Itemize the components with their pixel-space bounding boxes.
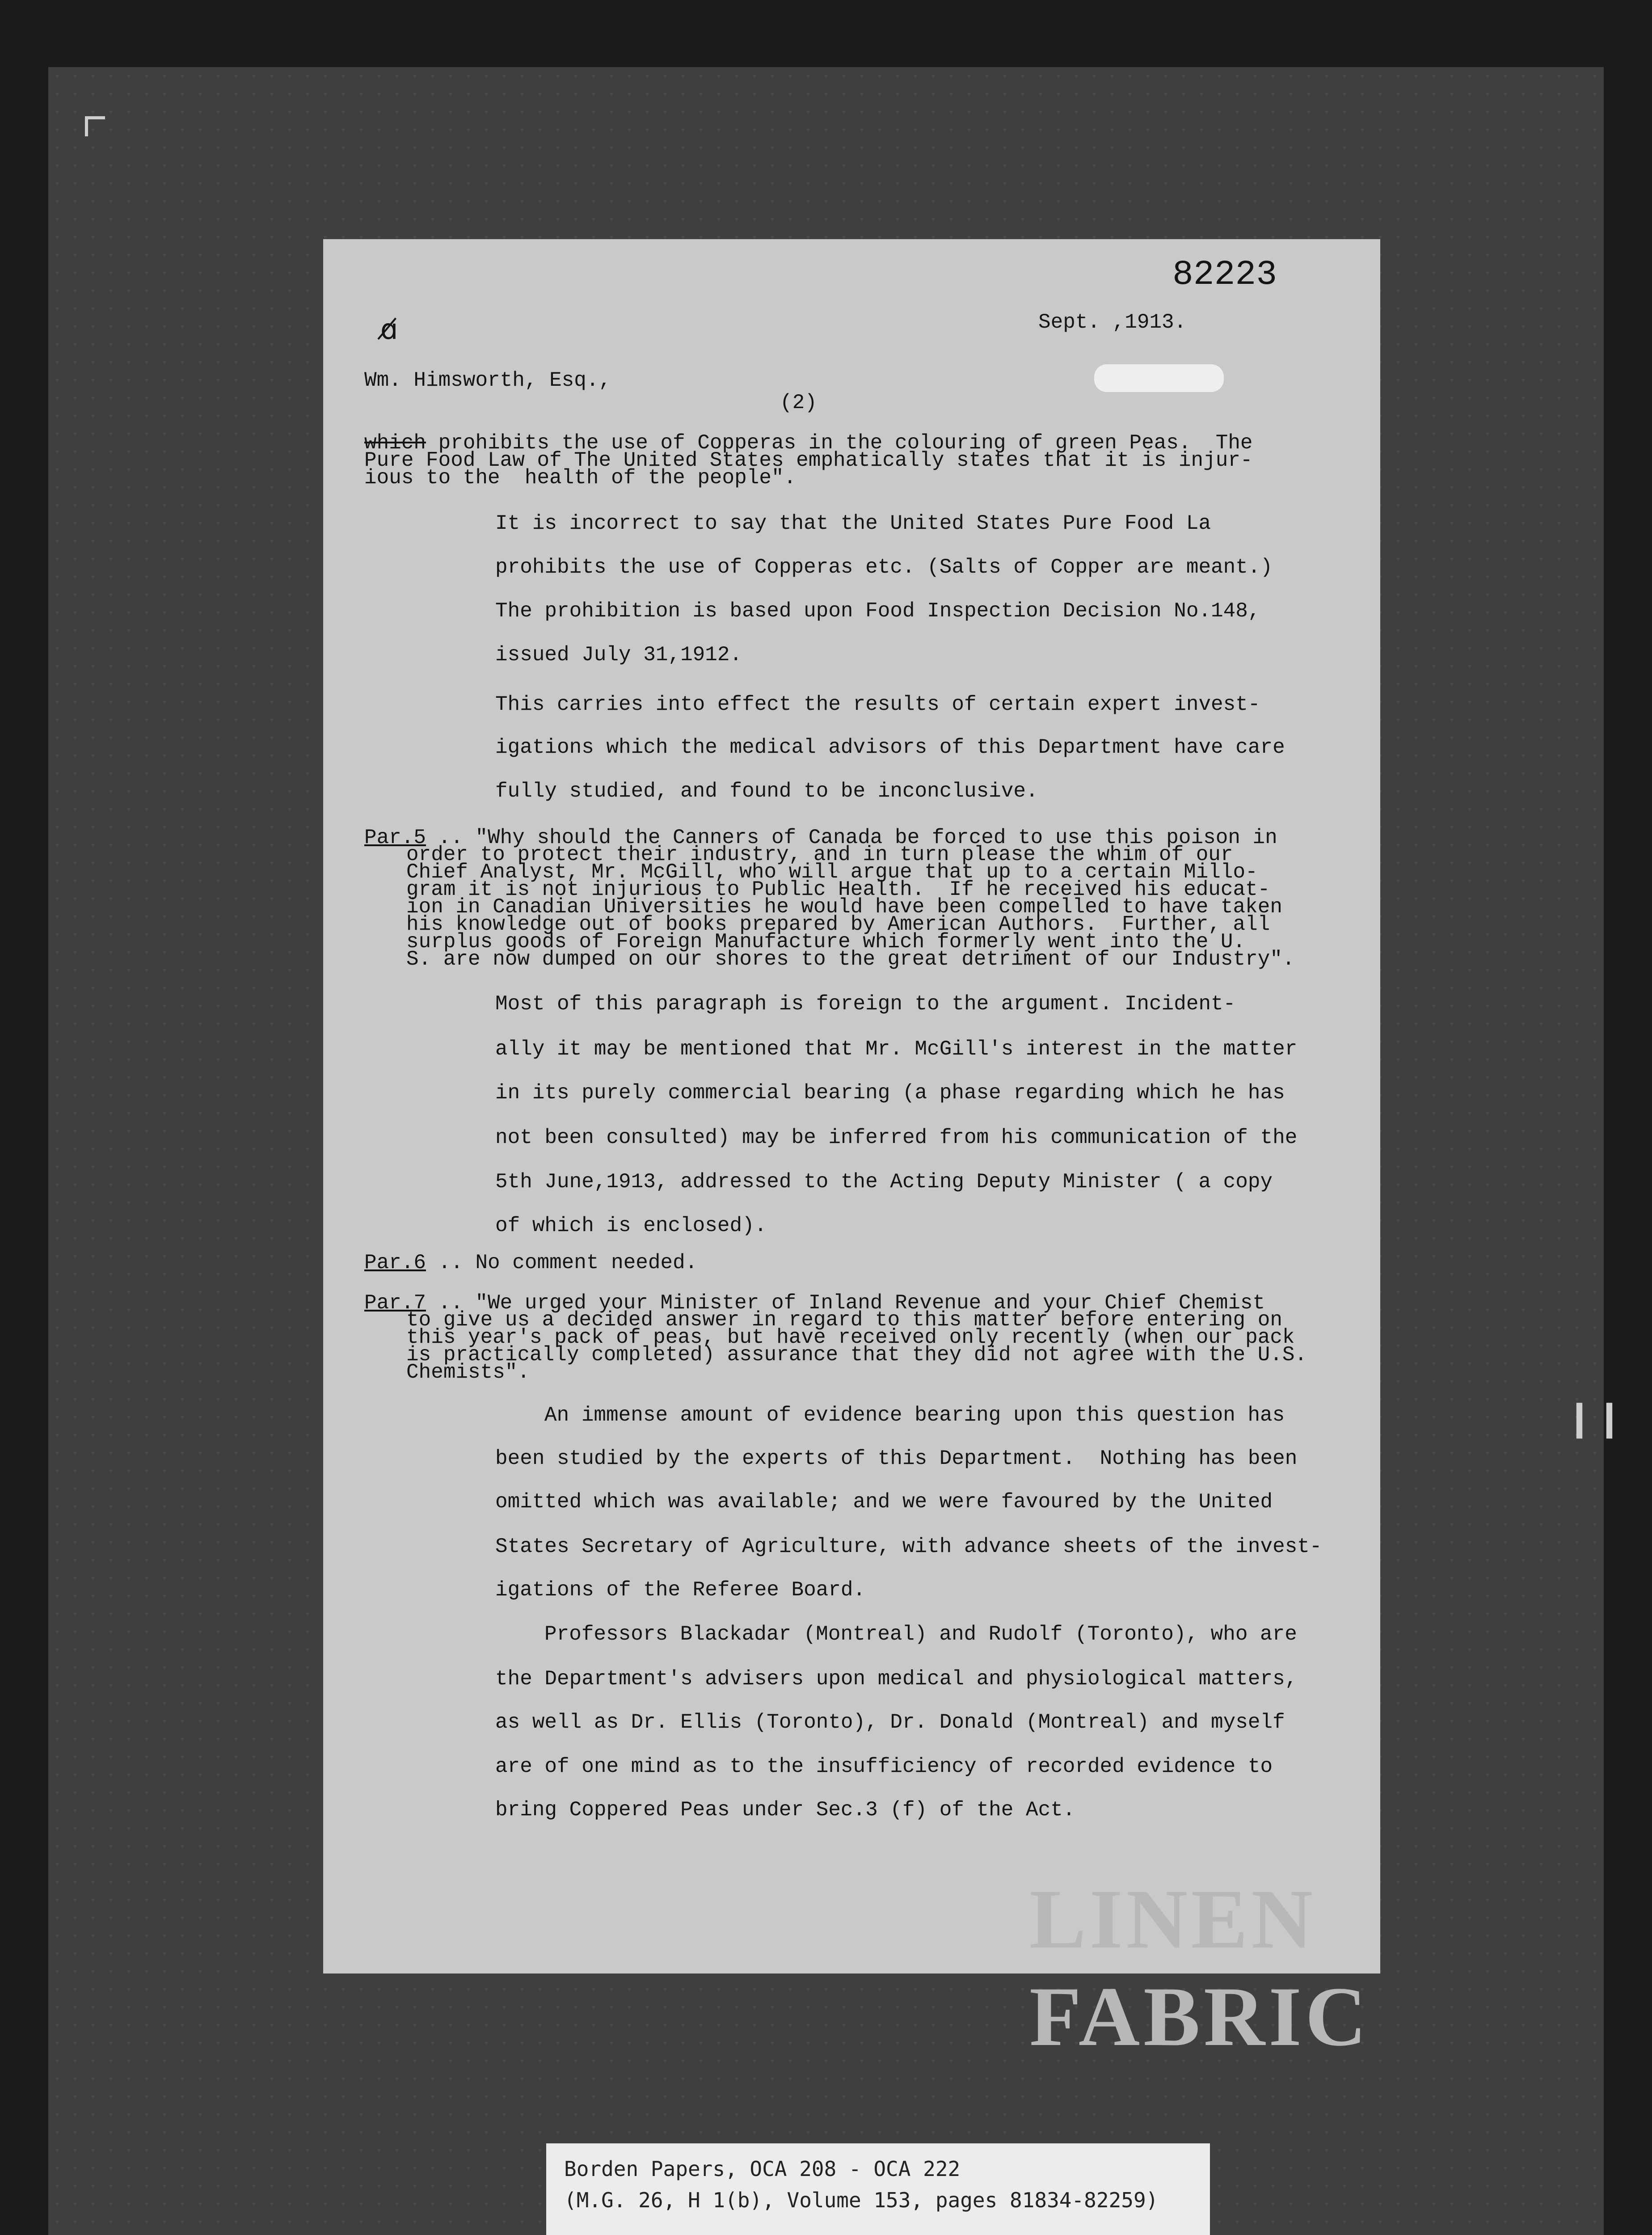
edge-tick-mark: ❙❙: [1564, 1400, 1625, 1441]
page-marker: (2): [780, 391, 817, 414]
line-text: omitted which was available; and we were favoured by the United: [495, 1490, 1273, 1514]
line-text: .. "We urged your Minister of Inland Revenue and your Chief Chemist: [426, 1291, 1265, 1315]
line-text: States Secretary of Agriculture, with advance sheets of the invest-: [495, 1535, 1322, 1558]
letter-line: [495, 1712, 1285, 1733]
letter-line: [495, 1756, 1273, 1778]
letter-line: [495, 644, 742, 666]
letter-line: [495, 780, 1038, 802]
line-text: the Department's advisers upon medical and physiological matters,: [495, 1667, 1298, 1691]
letter-line: [364, 1252, 697, 1274]
page-number: 82223: [1172, 255, 1277, 295]
struck-word: which: [364, 431, 426, 455]
line-text: surplus goods of Foreign Manufacture which formerly went into the U.: [406, 930, 1246, 953]
line-text: fully studied, and found to be inconclusive.: [495, 780, 1038, 803]
line-text: Pure Food Law of The United States emphatically states that it is injur-: [364, 449, 1253, 472]
line-text: ally it may be mentioned that Mr. McGill's interest in the matter: [495, 1037, 1298, 1061]
letter-line: [495, 1491, 1273, 1513]
line-text: gram it is not injurious to Public Health. If he received his educat-: [406, 878, 1270, 901]
line-text: this year's pack of peas, but have received only recently (when our pack: [406, 1326, 1295, 1349]
letter-line: [495, 1082, 1285, 1104]
paragraph-label: Par.7: [364, 1291, 426, 1315]
letter-line: [495, 694, 1260, 716]
line-text: Most of this paragraph is foreign to the argument. Incident-: [495, 992, 1236, 1016]
salutation: Wm. Himsworth, Esq.,: [364, 369, 611, 392]
line-text: as well as Dr. Ellis (Toronto), Dr. Donald (Montreal) and myself: [495, 1711, 1285, 1734]
line-text: of which is enclosed).: [495, 1214, 767, 1237]
reference-label: [546, 2143, 1210, 2235]
line-text: Chief Analyst, Mr. McGill, who will argue that up to a certain Millo-: [406, 860, 1258, 884]
line-text: igations which the medical advisors of this Department have care: [495, 736, 1285, 759]
line-text: 5th June,1913, addressed to the Acting Deputy Minister ( a copy: [495, 1170, 1273, 1193]
letter-line: [406, 949, 1295, 970]
letter-line: [495, 557, 1273, 578]
letter-line: [495, 1668, 1297, 1690]
line-text: .. "Why should the Canners of Canada be forced to use this poison in: [426, 826, 1277, 849]
white-out-blot: [1094, 364, 1224, 392]
line-text: The prohibition is based upon Food Inspection Decision No.148,: [495, 599, 1260, 623]
line-text: to give us a decided answer in regard to this matter before entering on: [406, 1308, 1282, 1332]
letter-line: [495, 1171, 1273, 1193]
paragraph-label: Par.5: [364, 826, 426, 849]
line-text: issued July 31,1912.: [495, 643, 742, 666]
letter-line: [544, 1404, 1285, 1426]
letter-line: [495, 1127, 1297, 1149]
line-text: in its purely commercial bearing (a phase regarding which he has: [495, 1081, 1285, 1105]
line-text: An immense amount of evidence bearing upon this question has: [544, 1404, 1285, 1427]
line-text: been studied by the experts of this Department. Nothing has been: [495, 1447, 1298, 1470]
line-text: .. No comment needed.: [426, 1251, 698, 1274]
letter-line: [495, 513, 1211, 535]
line-text: S. are now dumped on our shores to the great detriment of our Industry".: [406, 948, 1295, 971]
letter-line: [495, 1038, 1297, 1060]
letter-line: [544, 1624, 1297, 1645]
line-text: prohibits the use of Copperas etc. (Salts of Copper are meant.): [495, 556, 1273, 579]
letter-line: [495, 1448, 1297, 1470]
letter-line: [495, 600, 1260, 622]
line-text: Chemists".: [406, 1361, 530, 1384]
line-text: igations of the Referee Board.: [495, 1578, 866, 1602]
line-text: It is incorrect to say that the United States Pure Food La: [495, 512, 1211, 535]
letter-line: [406, 1362, 530, 1383]
letter-date: Sept. ,1913.: [1038, 311, 1187, 334]
line-text: is practically completed) assurance that they did not agree with the U.S.: [406, 1343, 1307, 1366]
line-text: not been consulted) may be inferred from his communication of the: [495, 1126, 1298, 1149]
frame-corner-mark: [85, 116, 105, 136]
letter-line: [495, 993, 1235, 1015]
line-text: ious to the health of the people".: [364, 466, 796, 489]
line-text: Professors Blackadar (Montreal) and Rudolf (Toronto), who are: [544, 1623, 1297, 1646]
letter-line: [495, 1536, 1322, 1558]
line-text: ion in Canadian Universities he would have been compelled to have taken: [406, 895, 1282, 919]
reference-line-1: Borden Papers, OCA 208 - OCA 222: [564, 2157, 961, 2181]
reference-line-2: (M.G. 26, H 1(b), Volume 153, pages 81834-82259): [564, 2188, 1159, 2212]
line-text: his knowledge out of books prepared by American Authors. Further, all: [406, 913, 1270, 936]
letter-line: [364, 467, 796, 489]
handwritten-mark-icon: ɑ̸: [380, 313, 398, 346]
line-text: are of one mind as to the insufficiency of recorded evidence to: [495, 1755, 1273, 1778]
letter-line: [495, 1579, 865, 1601]
letter-line: [495, 1799, 1075, 1821]
line-text: which prohibits the use of Copperas in the colouring of green Peas. The: [364, 431, 1253, 455]
letter-line: [495, 1215, 767, 1237]
line-text: order to protect their industry, and in turn please the whim of our: [406, 843, 1233, 866]
watermark: LINEN FABRIC: [1029, 1872, 1370, 2064]
line-text: This carries into effect the results of certain expert invest-: [495, 693, 1260, 716]
letter-page: [323, 239, 1380, 2064]
letter-line: [406, 1344, 1307, 1366]
paragraph-label: Par.6: [364, 1251, 426, 1274]
line-text: bring Coppered Peas under Sec.3 (f) of the Act.: [495, 1798, 1075, 1822]
letter-line: [495, 737, 1285, 759]
